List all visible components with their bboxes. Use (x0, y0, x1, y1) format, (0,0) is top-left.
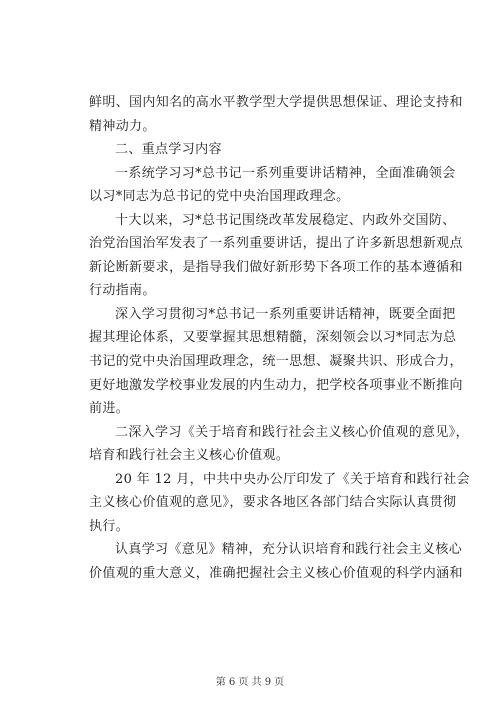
page-footer: 第 6 页 共 9 页 (215, 677, 285, 688)
text-line: 执行。 (89, 518, 130, 534)
text-line: 深入学习贯彻习*总书记一系列重要讲话精神，既要全面把 (115, 306, 456, 322)
text-line: 二深入学习《关于培育和践行社会主义核心价值观的意见》， (115, 424, 469, 440)
text-line: 一系统学习习*总书记一系列重要讲话精神，全面准确领会 (115, 165, 456, 181)
text-line: 精神动力。 (89, 118, 156, 134)
text-line: 前进。 (89, 401, 130, 417)
text-line: 主义核心价值观的意见》，要求各地区各部门结合实际认真贯彻 (89, 495, 457, 511)
text-line: 十大以来，习*总书记围绕改革发展稳定、内政外交国防、 (115, 212, 456, 228)
text-line: 认真学习《意见》精神，充分认识培育和践行社会主义核心 (115, 542, 463, 558)
text-line: 新论断新要求，是指导我们做好新形势下各项工作的基本遵循和 (89, 259, 463, 275)
text-line: 行动指南。 (89, 283, 156, 299)
document-body (89, 91, 470, 585)
text-line: 书记的党中央治国理政理念，统一思想、凝聚共识、形成合力， (89, 354, 463, 370)
text-line: 鲜明、国内知名的高水平教学型大学提供思想保证、理论支持和 (89, 95, 463, 110)
text-line: 二、重点学习内容 (115, 142, 222, 158)
text-line: 治党治国治军发表了一系列重要讲话，提出了许多新思想新观点 (89, 236, 463, 252)
text-line: 握其理论体系，又要掌握其思想精髓，深刻领会以习*同志为总 (89, 330, 457, 346)
text-line: 以习*同志为总书记的党中央治国理政理念。 (89, 189, 350, 205)
text-line: 价值观的重大意义，准确把握社会主义核心价值观的科学内涵和 (89, 565, 463, 581)
text-line: 20 年 12 月，中共中央办公厅印发了《关于培育和践行社会 (115, 471, 470, 487)
text-line: 更好地激发学校事业发展的内生动力，把学校各项事业不断推向 (89, 377, 463, 393)
text-line: 培育和践行社会主义核心价值观。 (89, 448, 290, 464)
